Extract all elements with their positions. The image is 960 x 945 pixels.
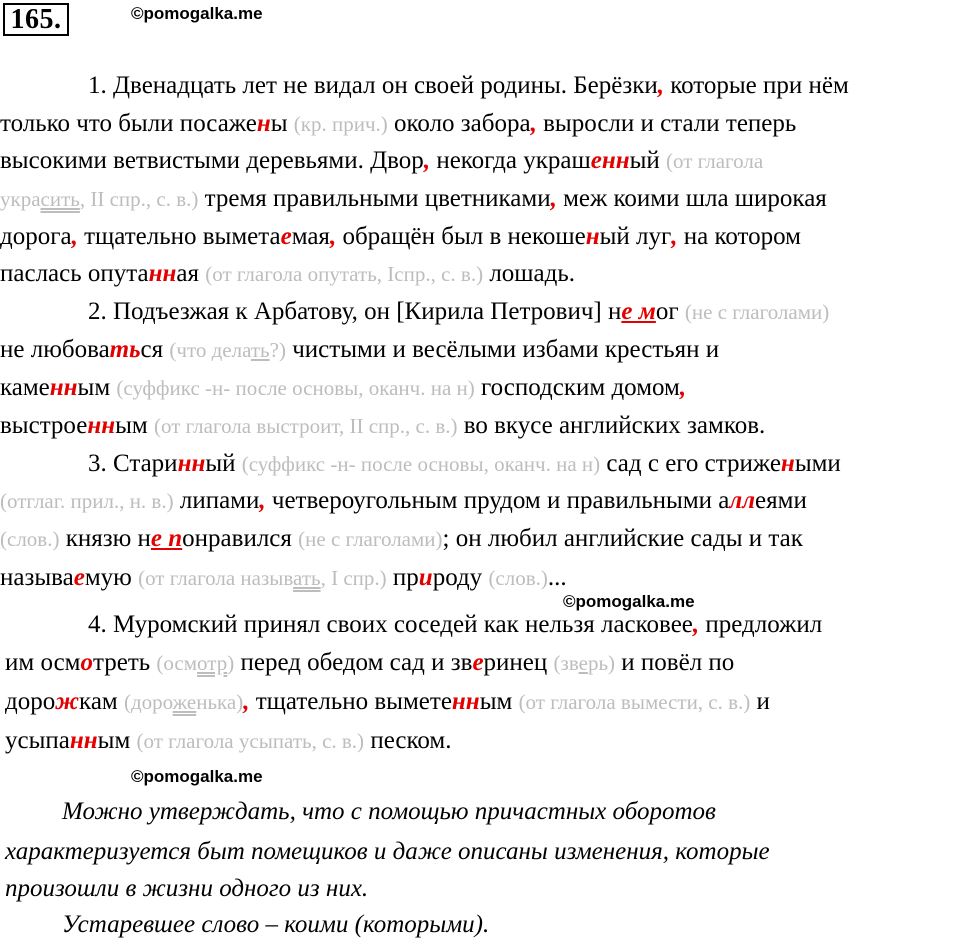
watermark-bottom: ©pomogalka.me [131, 767, 263, 786]
text: ыми [794, 450, 841, 477]
highlight: ть [109, 336, 141, 363]
p2-line-1 [88, 297, 829, 327]
comma: , [550, 185, 557, 212]
highlight: е [73, 564, 85, 591]
note: , II спр., с. в.) [79, 187, 199, 211]
text: ; он любил английские сады и так [442, 525, 803, 552]
text: тщательно вымета [77, 223, 281, 250]
text: выросли и стали теперь [536, 110, 797, 137]
highlight: нн [177, 450, 206, 477]
note: (суффикс -н- после основы, оканч. на н) [241, 452, 601, 476]
highlight: нн [148, 260, 177, 287]
text: дорога [0, 223, 72, 250]
text: мую [84, 564, 139, 591]
note-underlined: ть [250, 338, 270, 362]
note: (от глагола [666, 149, 764, 173]
text: ся [140, 336, 170, 363]
text: пр [386, 564, 419, 591]
highlight: и [418, 564, 433, 591]
text: доро [5, 688, 56, 715]
highlight: е п [150, 525, 183, 552]
note: (слов.) [0, 527, 60, 551]
text: во вкусе английских замков. [457, 412, 766, 439]
highlight: н [585, 223, 600, 250]
note-underlined: сить [40, 187, 80, 211]
text: князю н [59, 525, 151, 552]
note: укра [0, 187, 41, 211]
note-underlined: же [172, 690, 197, 714]
text: чистыми и весёлыми избами крестьян и [285, 336, 720, 363]
text: и повёл по [615, 649, 735, 676]
note: (от глагола назыв [138, 566, 294, 590]
text: еями [755, 487, 807, 514]
text: ая [176, 260, 206, 287]
text: около забора [387, 110, 531, 137]
conclusion-line-4: Устаревшее слово – коими (которыми). [62, 911, 490, 938]
highlight: нн [451, 688, 480, 715]
text: предложил [699, 611, 823, 638]
text: 2. Подъезжая к Арбатову, он [Кирила Петрович] н [88, 298, 622, 325]
text: не любова [0, 336, 110, 363]
text: перед обедом сад и зв [234, 649, 473, 676]
highlight: е м [621, 298, 656, 325]
p3-line-2 [0, 486, 807, 516]
text: лошадь. [483, 260, 576, 287]
p3-line-3 [0, 524, 803, 554]
highlight: нн [49, 374, 78, 401]
text: каме [0, 374, 50, 401]
text: меж коими шла широкая [556, 185, 827, 212]
highlight: е [472, 649, 484, 676]
text: сад с его стриже [600, 450, 781, 477]
p2-line-2 [0, 335, 719, 365]
text: ым [115, 412, 154, 439]
text: усыпа [5, 727, 70, 754]
exercise-number: 165. [3, 3, 69, 36]
p4-line-3 [5, 687, 770, 717]
highlight: н [780, 450, 795, 477]
note: (от глагола выстроит, II спр., с. в.) [153, 414, 458, 438]
text: выстрое [0, 412, 88, 439]
conclusion-line-1: Можно утверждать, что с помощью причастных оборотов [62, 798, 716, 825]
text: тщательно вымете [249, 688, 452, 715]
watermark-middle: ©pomogalka.me [563, 592, 695, 611]
note: (не с глаголами) [684, 300, 830, 324]
text: ым [77, 374, 117, 401]
text: им осм [5, 649, 81, 676]
note: (слов.) [488, 566, 548, 590]
comma: , [530, 110, 537, 137]
highlight: е [280, 223, 292, 250]
p2-line-3 [0, 373, 686, 403]
highlight: нн [69, 727, 98, 754]
comma: , [243, 688, 250, 715]
text: тремя правильными цветниками [198, 185, 551, 212]
text: ... [547, 564, 567, 591]
comma: , [657, 72, 664, 99]
note: нька) [196, 690, 244, 714]
comma: , [692, 611, 700, 638]
p4-line-1 [88, 610, 822, 640]
text: и [750, 688, 770, 715]
comma: , [259, 487, 266, 514]
text: называ [0, 564, 74, 591]
note: рь) [587, 651, 616, 675]
note: (от глагола вымести, с. в.) [518, 690, 751, 714]
text: 1. Двенадцать лет не видал он своей родины. Берёзки [88, 72, 658, 99]
text: онравился [182, 525, 299, 552]
text: песком. [364, 727, 452, 754]
p1-line-6 [0, 259, 575, 289]
note: (от глагола усыпать, с. в.) [136, 729, 365, 753]
text: мая [291, 223, 330, 250]
text: ым [97, 727, 137, 754]
highlight: о [80, 649, 93, 676]
p1-line-1 [88, 71, 849, 101]
text: господским домом [474, 374, 680, 401]
note: ?) [269, 338, 286, 362]
text: ым [479, 688, 519, 715]
text: которые при нём [663, 72, 849, 99]
comma: , [679, 374, 687, 401]
p1-line-5 [0, 222, 801, 252]
p4-line-4 [5, 726, 451, 756]
note-underlined: отр [197, 651, 228, 675]
text: паслась опута [0, 260, 149, 287]
p3-line-1 [88, 449, 841, 479]
text: 4. Муромский принял своих соседей как нельзя ласковее [88, 611, 693, 638]
p1-line-2 [0, 109, 796, 139]
note-underlined: ать [293, 566, 321, 590]
text: на котором [677, 223, 801, 250]
text: 3. Стари [88, 450, 178, 477]
highlight: н [256, 110, 271, 137]
note: (суффикс -н- после основы, оканч. на н) [116, 376, 475, 400]
text: ринец [483, 649, 554, 676]
text: ог [655, 298, 685, 325]
text: липами [173, 487, 260, 514]
comma: , [329, 223, 337, 250]
text: треть [93, 649, 157, 676]
note: (не с глаголами) [298, 527, 443, 551]
note-underlined: е [578, 651, 588, 675]
note: (отглаг. прил., н. в.) [0, 489, 174, 513]
note: (осм [156, 651, 198, 675]
watermark-top: ©pomogalka.me [131, 4, 263, 23]
text: ый [205, 450, 242, 477]
note: (зв [553, 651, 579, 675]
note: ) [227, 651, 235, 675]
highlight: нн [87, 412, 116, 439]
text: четвероугольным прудом и правильными а [265, 487, 730, 514]
conclusion-line-2: характеризуется быт помещиков и даже описаны изменения, которые [5, 838, 770, 865]
conclusion-line-3: произошли в жизни одного из них. [5, 875, 369, 902]
p1-line-4 [0, 184, 827, 214]
text: только что были посаже [0, 110, 257, 137]
note: , I спр.) [320, 566, 387, 590]
p3-line-4 [0, 563, 567, 593]
text: некогда украш [430, 147, 591, 174]
p2-line-4 [0, 411, 765, 441]
note: (доро [123, 690, 173, 714]
note: (от глагола опутать, Iспр., с. в.) [205, 262, 484, 286]
comma: , [423, 147, 431, 174]
text: ый луг [599, 223, 672, 250]
p4-line-2 [5, 648, 734, 678]
text: обращён был в некоше [336, 223, 586, 250]
text: роду [432, 564, 489, 591]
highlight: лл [729, 487, 756, 514]
p1-line-3 [0, 146, 763, 176]
text: высокими ветвистыми деревьями. Двор [0, 147, 424, 174]
note: (что дела [169, 338, 251, 362]
note: (кр. прич.) [293, 112, 388, 136]
text: кам [79, 688, 124, 715]
highlight: енн [590, 147, 630, 174]
comma: , [71, 223, 78, 250]
text: ы [270, 110, 294, 137]
text: ый [629, 147, 667, 174]
highlight: ж [55, 688, 80, 715]
comma: , [671, 223, 678, 250]
